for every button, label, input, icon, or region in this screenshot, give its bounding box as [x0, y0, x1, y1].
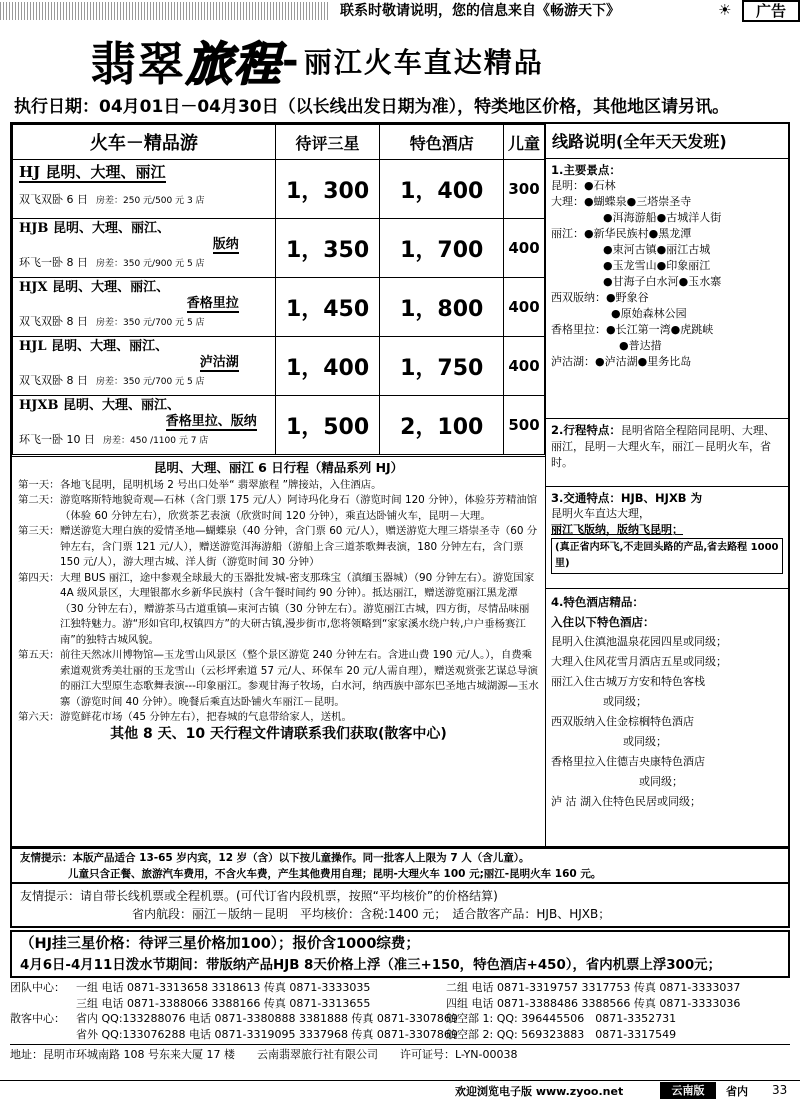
- attraction-line: 香格里拉：●长江第一湾●虎跳峡: [551, 323, 714, 336]
- attraction-line: ●洱海游船●古城洋人街: [603, 211, 722, 224]
- route-line1: 昆明、大理、丽江、: [52, 221, 170, 236]
- route-cell: [13, 396, 276, 455]
- itinerary-day: [18, 571, 539, 649]
- route-line2: 泸沽湖: [199, 355, 239, 370]
- brand-name-1: 翡翠: [90, 37, 186, 91]
- room-diff: 房差：450 /1100 元 7 店: [103, 436, 209, 446]
- itinerary-footer: 其他 8 天、10 天行程文件请联系我们获取(散客中心): [110, 725, 447, 742]
- itinerary-heading: 昆明、大理、丽江 6 日行程（精品系列 HJ）: [153, 460, 404, 475]
- page-number: 33: [772, 1083, 788, 1097]
- section-itinerary-features: [546, 419, 788, 487]
- room-diff: 房差：350 元/700 元 5 店: [96, 318, 205, 328]
- table-row: [13, 160, 545, 219]
- route-days: 双飞双卧 8 日: [19, 315, 88, 328]
- route-line2: 香格里拉、版纳: [165, 414, 257, 429]
- room-diff: 房差：350 元/700 元 5 店: [96, 377, 205, 387]
- attraction-line: ●束河古镇●丽江古城: [603, 243, 711, 256]
- hotels-title: 4.特色酒店精品：: [551, 595, 644, 609]
- website-link[interactable]: 欢迎浏览电子版 www.zyoo.net: [455, 1085, 624, 1098]
- table-row: [13, 219, 545, 278]
- attraction-line: 丽江：●新华民族村●黑龙潭: [551, 227, 692, 240]
- price-feature-hotel: 1，750: [380, 337, 504, 396]
- route-cell: [13, 160, 276, 219]
- room-diff: 房差：350 元/900 元 5 店: [96, 259, 205, 269]
- attraction-line: ●普达措: [619, 339, 662, 352]
- features-text: 昆明省陪全程陪同昆明、大理、丽江，昆明－大理火车，丽江－昆明火车，省时。: [551, 424, 775, 469]
- price-child: 300: [504, 160, 545, 219]
- route-description: [546, 124, 788, 845]
- top-bar: [0, 0, 800, 22]
- price-child: 400: [504, 278, 545, 337]
- route-days: 环飞一卧 10 日: [19, 433, 95, 446]
- attraction-line: 大理：●蝴蝶泉●三塔崇圣寺: [551, 195, 692, 208]
- hotel-line: 西双版纳入住金棕榈特色酒店: [551, 715, 694, 728]
- ad-label: 广告: [742, 0, 800, 22]
- itinerary-day: [18, 710, 539, 726]
- bottom-bar: [0, 1080, 800, 1100]
- attraction-line: ●原始森林公园: [611, 307, 687, 320]
- source-notice: 联系时敬请说明，您的信息来自《畅游天下》: [330, 1, 740, 21]
- price-child: 400: [504, 337, 545, 396]
- day-text: 各地飞昆明，昆明机场 2 号出口处举“ 翡翠旅程 ”牌接站，入住酒店。: [60, 478, 382, 491]
- price-table: [12, 124, 545, 455]
- attraction-line: 泸沽湖：●泸沽湖●里务比岛: [551, 355, 692, 368]
- route-line1: 昆明、大理、丽江: [45, 163, 166, 181]
- itinerary-day: [18, 524, 539, 571]
- notice-line: 省内航段：丽江－版纳－昆明 平均核价：含税:1400 元； 适合散客产品：HJB、HJXB；: [132, 907, 611, 921]
- route-code: HJB: [19, 221, 49, 236]
- friendly-notice-1: [10, 848, 790, 884]
- route-code: HJX: [19, 280, 48, 295]
- section-transport: [546, 487, 788, 589]
- hatch-pattern: [0, 2, 330, 20]
- day-label: 第三天：: [18, 525, 60, 537]
- hotels-subtitle: 入住以下特色酒店：: [551, 615, 655, 629]
- day-label: 第一天：: [18, 478, 60, 491]
- attraction-line: ●玉龙雪山●印象丽江: [603, 259, 711, 272]
- promo-box: [10, 930, 790, 978]
- route-line2: 版纳: [212, 237, 239, 252]
- price-three-star: 1，450: [275, 278, 380, 337]
- friendly-notice-2: [10, 884, 790, 928]
- contact-row: 三组 电话 0871-3388066 3388166 传真 0871-3313655 四组 电话 0871-3388486 3388566 传真 0871-3333036: [76, 996, 741, 1010]
- title-subtitle: 丽江火车直达精品: [303, 46, 544, 79]
- day-text: 大理 BUS 丽江，途中参观全球最大的玉器批发城-密支那珠宝（滇缅玉器城）（90 分钟左右）。游览国家 4A 级风景区，大理银都水乡新华民族村（含午餐时间约 90 分钟）。抵达丽江，赠送游览丽江黑龙潭（30 分钟左右），赠游茶马古道重镇—束河古镇（30 分钟左右）。游览丽江古城，四方街，尽情品味丽江独特魅力。游“形如官印,权镇四方”的大研古镇,漫步街市,您将领略到“家家溪水绕户转,户户垂杨赛江南”的独特古城风貌。: [60, 571, 535, 646]
- table-row: [13, 278, 545, 337]
- price-three-star: 1，400: [275, 337, 380, 396]
- notice-line: 友情提示：本版产品适合 13-65 岁内宾，12 岁（含）以下按儿童操作。同一批客人上限为 7 人（含儿童）。: [20, 852, 530, 864]
- room-diff: 房差：250 元/500 元 3 店: [96, 196, 205, 206]
- route-line1: 昆明、大理、丽江、: [51, 339, 169, 354]
- header-three-star: 待评三星: [275, 125, 380, 160]
- table-row: [13, 337, 545, 396]
- itinerary-day: [18, 478, 539, 494]
- section-hotels: [546, 589, 788, 845]
- price-feature-hotel: 1，700: [380, 219, 504, 278]
- title-dash: -: [282, 38, 299, 84]
- price-feature-hotel: 2，100: [380, 396, 504, 455]
- region-badge: 云南版: [660, 1082, 716, 1099]
- notice-line: 儿童只含正餐、旅游汽车费用，不含火车费，产生其他费用自理；昆明-大理火车 100 元;丽江-昆明火车 160 元。: [68, 867, 602, 880]
- price-feature-hotel: 1，800: [380, 278, 504, 337]
- section-attractions: [546, 159, 788, 419]
- price-table-header: [13, 125, 545, 160]
- day-text: 游览喀斯特地貌奇观—石林（含门票 175 元/人）阿诗玛化身石（游览时间 120 分钟），体验芬芳精油馆（体验 60 分钟左右），欣赏茶艺表演（欣赏时间 120 分钟），乘直达卧铺火车，昆明－大理。: [60, 494, 538, 522]
- price-child: 500: [504, 396, 545, 455]
- day-label: 第二天：: [18, 494, 60, 506]
- header-feature-hotel: 特色酒店: [380, 125, 504, 160]
- route-line1: 昆明、大理、丽江、: [63, 398, 181, 413]
- route-cell: [13, 337, 276, 396]
- hotel-line: 香格里拉入住德吉央康特色酒店: [551, 755, 705, 768]
- day-text: 赠送游览大理白族的爱情圣地—蝴蝶泉（40 分钟，含门票 60 元/人），赠送游览大理三塔崇圣寺（60 分钟左右，含门票 121 元/人），赠送游览洱海游船（游船上含三道茶歌舞表演，180 分钟左右，含门票 150 元/人），游大理古城、洋人街（游览时间 30 分钟）: [60, 525, 538, 568]
- hotel-line: 昆明入住滇池温泉花园四星或同级；: [551, 635, 727, 648]
- hotel-line: 大理入住风花雪月酒店五星或同级；: [551, 655, 727, 668]
- hotel-line: 丽江入住古城万方安和特色客栈: [551, 675, 705, 688]
- route-cell: [13, 219, 276, 278]
- hotel-line: 或同级；: [603, 695, 647, 708]
- transport-note: (真正省内环飞,不走回头路的产品,省去路程 1000 里): [551, 538, 783, 574]
- promo-line: （HJ挂三星价格：待评三星价格加100）；报价含1000综费；: [20, 936, 420, 952]
- features-title: 2.行程特点：: [551, 423, 621, 437]
- day-text: 前往天然冰川博物馆—玉龙雪山风景区（整个景区游览 240 分钟左右。含进山费 190 元/人。），自费乘索道观赏秀美壮丽的玉龙雪山（云杉坪索道 57 元/人、环保车 20 元/人需自理），赠送观赏张艺谋总导演的丽江大型原生态歌舞表演---印象丽江。参观甘海子牧场，白水河，纳西族中部东巴圣地古城湖源—玉水寨（游览时间 40 分钟）。晚餐后乘直达卧铺火车丽江－昆明。: [60, 649, 539, 708]
- day-label: 第六天：: [18, 711, 60, 723]
- contact-row: 团队中心： 一组 电话 0871-3313658 3318613 传真 0871-3333035 二组 电话 0871-3319757 3317753 传真 0871-3333037: [10, 981, 741, 994]
- transport-text: 昆明火车直达大理，: [551, 507, 650, 520]
- route-days: 双飞双卧 8 日: [19, 374, 88, 387]
- brand-name-2: 旅程: [186, 37, 282, 91]
- notice-line: 友情提示：请自带长线机票或全程机票。(可代订省内段机票，按照“平均核价”的价格结算): [20, 889, 498, 903]
- header-child: 儿童: [504, 125, 545, 160]
- route-code: HJL: [19, 339, 47, 354]
- attractions-title: 1.主要景点：: [551, 163, 621, 177]
- transport-title: 3.交通特点：HJB、HJXB 为: [551, 491, 703, 505]
- page-title: [90, 28, 544, 91]
- attraction-line: 西双版纳：●野象谷: [551, 291, 649, 304]
- itinerary-day: [18, 493, 539, 524]
- route-line2: 香格里拉: [186, 296, 239, 311]
- day-text: 游览鲜花市场（45 分钟左右），把春城的气息带给家人，送机。: [60, 711, 352, 723]
- itinerary-day: [18, 648, 539, 710]
- company-address: 地址：昆明市环城南路 108 号东来大厦 17 楼 云南翡翠旅行社有限公司 许可证号：L-YN-00038: [10, 1044, 790, 1063]
- route-code: HJXB: [19, 398, 59, 413]
- table-row: [13, 396, 545, 455]
- route-code: HJ: [19, 163, 41, 181]
- hotel-line: 泸 沽 湖入住特色民居或同级；: [551, 795, 701, 808]
- price-three-star: 1，350: [275, 219, 380, 278]
- route-cell: [13, 278, 276, 337]
- contact-row: 省外 QQ:133076288 电话 0871-3319095 3337968 传真 0871-3307869 航空部 2: QQ: 569323883 0871-3317549: [76, 1027, 677, 1041]
- price-three-star: 1，300: [275, 160, 380, 219]
- itinerary: [12, 456, 545, 846]
- route-line1: 昆明、大理、丽江、: [52, 280, 170, 295]
- price-feature-hotel: 1，400: [380, 160, 504, 219]
- route-days: 双飞双卧 6 日: [19, 193, 88, 206]
- promo-line: 4月6日-4月11日泼水节期间：带版纳产品HJB 8天价格上浮（准三+150，特色酒店+450），省内机票上浮300元；: [20, 958, 721, 973]
- price-child: 400: [504, 219, 545, 278]
- hotel-line: 或同级；: [623, 735, 667, 748]
- attraction-line: ●甘海子白水河●玉水寨: [603, 275, 722, 288]
- day-label: 第四天：: [18, 571, 60, 584]
- route-desc-heading: 线路说明(全年天天发班): [546, 124, 788, 159]
- transport-text-2: 丽江飞版纳，版纳飞昆明；: [551, 523, 683, 536]
- hotel-line: 或同级；: [639, 775, 683, 788]
- province-label: 省内: [726, 1085, 748, 1098]
- contacts: [10, 980, 790, 1063]
- day-label: 第五天：: [18, 649, 60, 661]
- attraction-line: 昆明：●石林: [551, 179, 616, 192]
- price-three-star: 1，500: [275, 396, 380, 455]
- contact-row: 散客中心： 省内 QQ:133288076 电话 0871-3380888 3381888 传真 0871-3307869 航空部 1: QQ: 396445506 0871-3352731: [10, 1012, 677, 1025]
- sun-icon: ☀: [718, 1, 732, 19]
- header-route: 火车－精品游: [13, 125, 276, 160]
- route-days: 环飞一卧 8 日: [19, 256, 88, 269]
- execution-date-line: 执行日期：04月01日－04月30日（以长线出发日期为准），特类地区价格，其他地区请另讯。: [14, 97, 730, 117]
